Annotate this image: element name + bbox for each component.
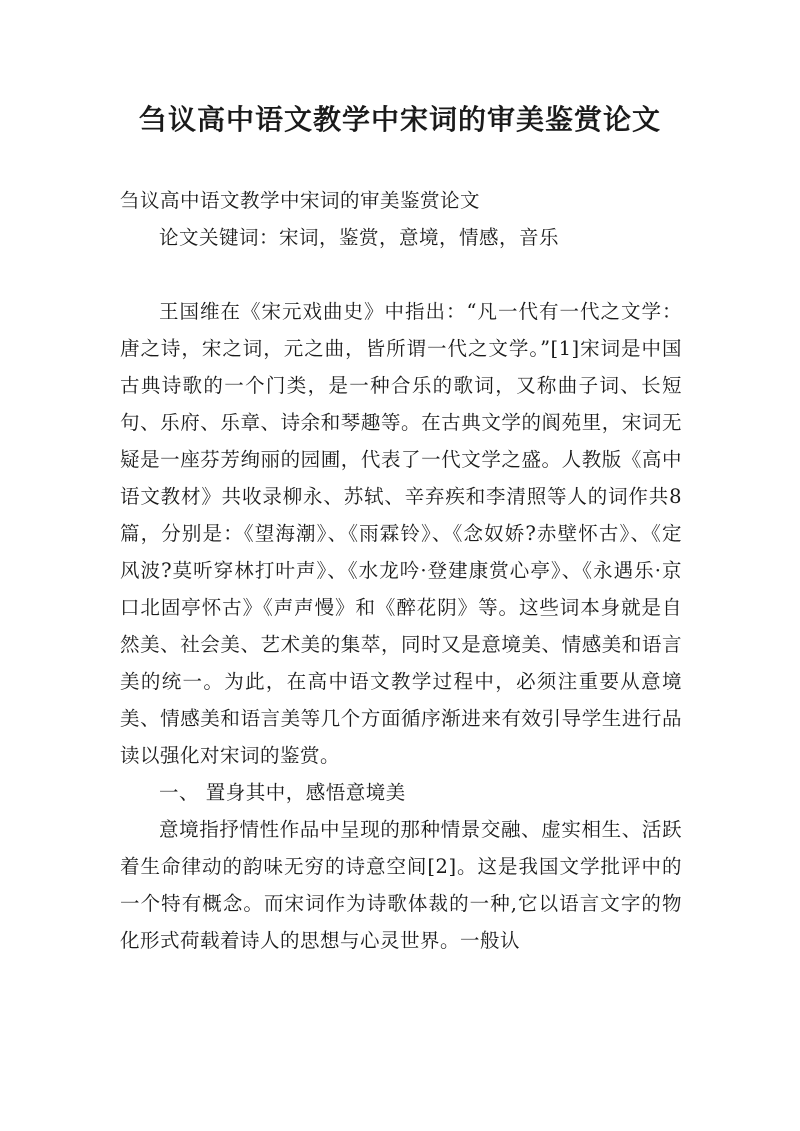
document-subtitle: 刍议高中语文教学中宋词的审美鉴赏论文 (120, 189, 481, 212)
document-title: 刍议高中语文教学中宋词的审美鉴赏论文 (138, 103, 661, 136)
paragraph-artistic-conception: 意境指抒情性作品中呈现的那种情景交融、虚实相生、活跃着生命律动的韵味无穷的诗意空间[2]。这是我国文学批评中的一个特有概念。而宋词作为诗歌体裁的一种,它以语言文字的物化形式荷载着诗人的思想与心灵世界。一般认 (120, 818, 682, 952)
section-heading: 一、 置身其中，感悟意境美 (159, 781, 406, 804)
document-body (120, 182, 682, 959)
paragraph-intro: 王国维在《宋元戏曲史》中指出：“凡一代有一代之文学：唐之诗，宋之词，元之曲，皆所谓一代之文学。”[1]宋词是中国古典诗歌的一个门类，是一种合乐的歌词，又称曲子词、长短句、乐府、乐章、诗余和琴趣等。在古典文学的阆苑里，宋词无疑是一座芬芳绚丽的园圃，代表了一代文学之盛。人教版《高中语文教材》共收录柳永、苏轼、辛弃疾和李清照等人的词作共8篇，分别是：《望海潮》、《雨霖铃》、《念奴娇?赤壁怀古》、《定风波?莫听穿林打叶声》、《水龙吟·登建康赏心亭》、《永遇乐·京口北固亭怀古》《声声慢》和《醉花阴》等。这些词本身就是自然美、社会美、艺术美的集萃，同时又是意境美、情感美和语言美的统一。为此，在高中语文教学过程中，必须注重要从意境美、情感美和语言美等几个方面循序渐进来有效引导学生进行品读以强化对宋词的鉴赏。 (120, 300, 682, 767)
keywords-line: 论文关键词：宋词，鉴赏，意境，情感，音乐 (159, 226, 560, 249)
